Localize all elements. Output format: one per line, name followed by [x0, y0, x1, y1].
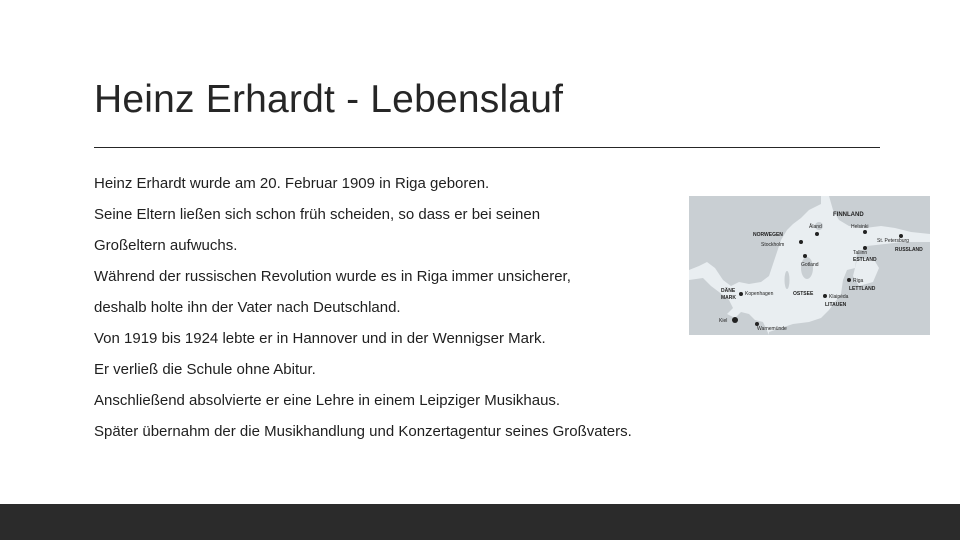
text-line: deshalb holte ihn der Vater nach Deutschland. — [94, 299, 401, 316]
map-label-warnemuende: Warnemünde — [757, 326, 787, 332]
title-divider — [94, 147, 880, 148]
map-label-aland: Åland — [809, 224, 822, 230]
map-label-kiel: Kiel — [719, 318, 728, 324]
biography-text — [94, 168, 754, 447]
map-label-riga: Riga — [853, 278, 864, 284]
map-label-estland: ESTLAND — [853, 257, 877, 263]
map-label-norwegen: NORWEGEN — [753, 232, 783, 238]
map-label-finnland: FINNLAND — [833, 212, 864, 218]
map-label-helsinki: Helsinki — [851, 224, 869, 230]
map-label-gotland: Gotland — [801, 262, 819, 268]
footer-bar — [0, 504, 960, 540]
text-line: Seine Eltern ließen sich schon früh scheiden, so dass er bei seinen — [94, 206, 541, 223]
map-marker-helsinki — [863, 230, 867, 234]
map-marker-kopenhagen — [739, 292, 743, 296]
text-line: Später übernahm der die Musikhandlung und Konzertagentur seines Großvaters. — [94, 423, 632, 440]
text-line: Großeltern aufwuchs. — [94, 237, 238, 254]
map-label-ostsee: OSTSEE — [793, 291, 814, 297]
map-land-oland — [785, 271, 790, 289]
map-label-stockholm: Stockholm — [761, 242, 785, 248]
map-label-lettland: LETTLAND — [849, 286, 876, 292]
map-label-kopenhagen: Kopenhagen — [745, 291, 774, 297]
map-marker-riga — [847, 278, 851, 282]
text-line: Während der russischen Revolution wurde es in Riga immer unsicherer, — [94, 268, 571, 285]
text-line: Er verließ die Schule ohne Abitur. — [94, 361, 316, 378]
map-label-litauen: LITAUEN — [825, 302, 847, 308]
slide-title: Heinz Erhardt - Lebenslauf — [94, 78, 564, 121]
map-label-st-petersburg: St. Petersburg — [877, 238, 909, 244]
text-line: Heinz Erhardt wurde am 20. Februar 1909 in Riga geboren. — [94, 175, 490, 192]
map-marker-gotland — [803, 254, 807, 258]
text-line: Anschließend absolvierte er eine Lehre in einem Leipziger Musikhaus. — [94, 392, 561, 409]
baltic-sea-map — [689, 196, 930, 335]
map-label-tallinn: Tallinn — [853, 250, 868, 256]
map-marker-klaipeda — [823, 294, 827, 298]
map-marker-aland — [815, 232, 819, 236]
map-marker-stockholm — [799, 240, 803, 244]
map-label-russland: RUSSLAND — [895, 247, 923, 253]
map-land-gotland — [801, 257, 813, 279]
map-label-daenemark-1: DÄNE — [721, 288, 736, 294]
map-marker-kiel — [732, 317, 738, 323]
map-label-klaipeda: Klaipėda — [829, 294, 849, 300]
text-line: Von 1919 bis 1924 lebte er in Hannover und in der Wennigser Mark. — [94, 330, 546, 347]
map-label-daenemark-2: MARK — [721, 295, 736, 301]
